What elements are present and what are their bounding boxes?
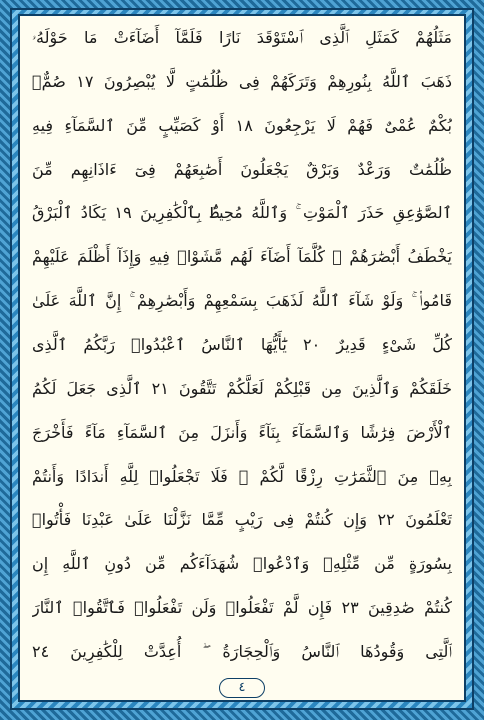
- verse-line-2: ذَهَبَ ٱللَّهُ بِنُورِهِمْ وَتَرَكَهُمْ فِى ظُلُمَٰتٍ لَّا يُبْصِرُونَ ١٧ صُمٌّۢ: [32, 71, 452, 91]
- verse-line-13: بِسُورَةٍ مِّن مِّثْلِهِۦ وَٱدْعُوا۟ شُهَدَآءَكُم مِّن دُونِ ٱللَّهِ إِن: [32, 554, 452, 574]
- verse-line-10: ٱلْأَرْضَ فِرَٰشًا وَٱلسَّمَآءَ بِنَآءً وَأَنزَلَ مِنَ ٱلسَّمَآءِ مَآءً فَأَخْرَجَ: [32, 422, 452, 442]
- text-panel: [18, 14, 466, 702]
- verse-line-3: بُكْمٌ عُمْىٌ فَهُمْ لَا يَرْجِعُونَ ١٨ أَوْ كَصَيِّبٍ مِّنَ ٱلسَّمَآءِ فِيهِ: [32, 115, 452, 135]
- verse-line-5: ٱلصَّوَٰعِقِ حَذَرَ ٱلْمَوْتِ ۚ وَٱللَّهُ مُحِيطٌۢ بِٱلْكَٰفِرِينَ ١٩ يَكَادُ ٱلْبَرْقُ: [32, 203, 452, 223]
- verse-line-11: بِهِۦ مِنَ ٱلثَّمَرَٰتِ رِزْقًا لَّكُمْ ۖ فَلَا تَجْعَلُوا۟ لِلَّهِ أَندَادًا وَأَنتُمْ: [32, 466, 452, 486]
- verse-line-6: يَخْطَفُ أَبْصَٰرَهُمْ ۖ كُلَّمَآ أَضَآءَ لَهُم مَّشَوْا۟ فِيهِ وَإِذَآ أَظْلَمَ عَلَيْهِمْ: [32, 247, 452, 267]
- verse-line-14: كُنتُمْ صَٰدِقِينَ ٢٣ فَإِن لَّمْ تَفْعَلُوا۟ وَلَن تَفْعَلُوا۟ فَٱتَّقُوا۟ ٱلنَّارَ: [32, 598, 452, 618]
- page-number: ٤: [219, 678, 265, 698]
- verse-line-8: كُلِّ شَىْءٍ قَدِيرٌ ٢٠ يَٰٓأَيُّهَا ٱلنَّاسُ ٱعْبُدُوا۟ رَبَّكُمُ ٱلَّذِى: [32, 335, 452, 355]
- verse-line-15: ٱلَّتِى وَقُودُهَا ٱلنَّاسُ وَٱلْحِجَارَةُ ۖ أُعِدَّتْ لِلْكَٰفِرِينَ ٢٤: [32, 642, 452, 662]
- verse-line-1: مَثَلُهُمْ كَمَثَلِ ٱلَّذِى ٱسْتَوْقَدَ نَارًا فَلَمَّآ أَضَآءَتْ مَا حَوْلَهُۥ: [32, 28, 452, 47]
- verse-line-7: قَامُوا۟ ۚ وَلَوْ شَآءَ ٱللَّهُ لَذَهَبَ بِسَمْعِهِمْ وَأَبْصَٰرِهِمْ ۚ إِنَّ ٱللَّهَ عَلَىٰ: [32, 291, 452, 311]
- verse-lines: [32, 16, 452, 674]
- verse-line-4: ظُلُمَٰتٌ وَرَعْدٌ وَبَرْقٌ يَجْعَلُونَ أَصَٰبِعَهُمْ فِىٓ ءَاذَانِهِم مِّنَ: [32, 159, 452, 179]
- verse-line-9: خَلَقَكُمْ وَٱلَّذِينَ مِن قَبْلِكُمْ لَعَلَّكُمْ تَتَّقُونَ ٢١ ٱلَّذِى جَعَلَ لَكُمُ: [32, 378, 452, 398]
- verse-line-12: تَعْلَمُونَ ٢٢ وَإِن كُنتُمْ فِى رَيْبٍ مِّمَّا نَزَّلْنَا عَلَىٰ عَبْدِنَا فَأْتُوا۟: [32, 510, 452, 530]
